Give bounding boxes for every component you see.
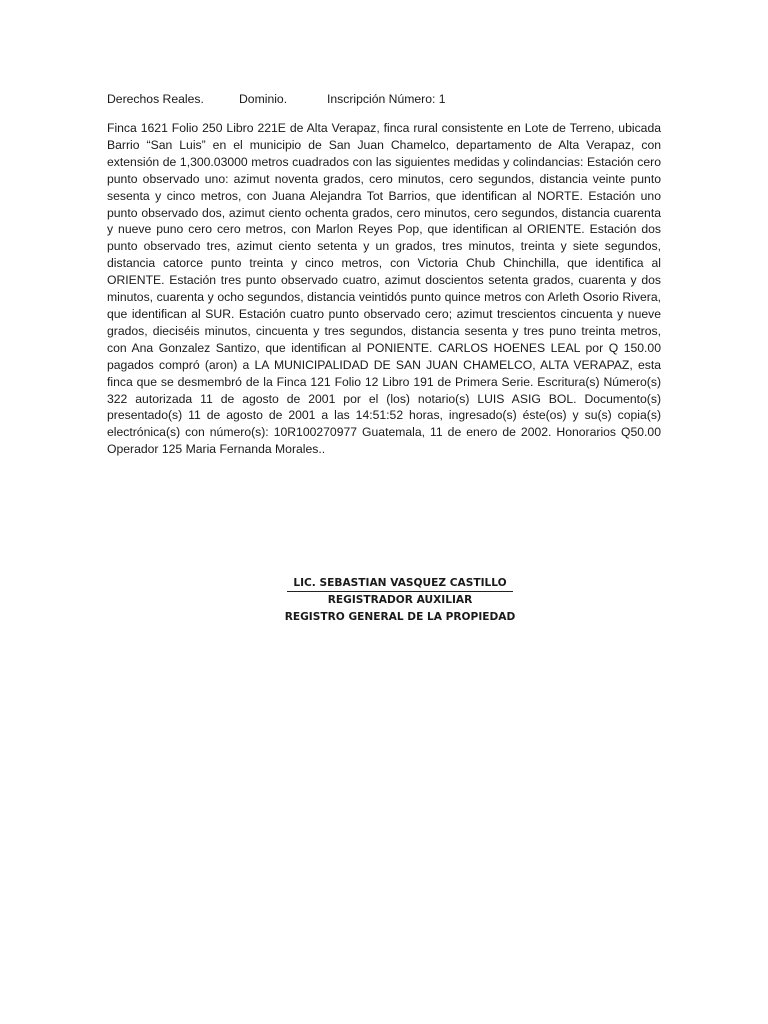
property-description-paragraph: Finca 1621 Folio 250 Libro 221E de Alta Verapaz, finca rural consistente en Lote de Terreno, ubicada Barrio “San Luis” en el municipio de San Juan Chamelco, departamento de Alta Verapaz, con extensión de 1,300.03000 metros cuadrados con las siguientes medidas y colindancias: Estación cero punto observado uno: azimut noventa grados, cero minutos, cero segundos, distancia veinte punto sesenta y cinco metros, con Juana Alejandra Tot Barrios, que identifican al NORTE. Estación uno punto observado dos, azimut ciento ochenta grados, cero minutos, cero segundos, distancia cuarenta y nueve puno cero cero metros, con Marlon Reyes Pop, que identifican al ORIENTE. Estación dos punto observado tres, azimut ciento setenta y un grados, tres minutos, treinta y siete segundos, distancia catorce punto treinta y cinco metros, con Victoria Chub Chinchilla, que identifica al ORIENTE. Estación tres punto observado cuatro, azimut doscientos setenta grados, cuarenta y dos minutos, cuarenta y ocho segundos, distancia veintidós punto quince metros con Arleth Osorio Rivera, que identifican al SUR. Estación cuatro punto observado cero; azimut trescientos cincuenta y nueve grados, dieciséis minutos, cincuenta y tres segundos, distancia sesenta y tres puno treinta metros, con Ana Gonzalez Santizo, que identifican al PONIENTE. CARLOS HOENES LEAL por Q 150.00 pagados compró (aron) a LA MUNICIPALIDAD DE SAN JUAN CHAMELCO, ALTA VERAPAZ, esta finca que se desmembró de la Finca 121 Folio 12 Libro 191 de Primera Serie. Escritura(s) Número(s) 322 autorizada 11 de agosto de 2001 por el (los) notario(s) LUIS ASIG BOL. Documento(s) presentado(s) 11 de agosto de 2001 a las 14:51:52 horas, ingresado(s) éste(os) y su(s) copia(s) electrónica(s) con número(s): 10R100270977 Guatemala, 11 de enero de 2002. Honorarios Q50.00 Operador 125 Maria Fernanda Morales.. [107, 121, 661, 457]
header-domain: Dominio. [239, 92, 288, 106]
header-inscription-number: Inscripción Número: 1 [327, 92, 446, 106]
registrar-name: LIC. SEBASTIAN VASQUEZ CASTILLO [287, 575, 512, 592]
header-rights-type: Derechos Reales. [107, 92, 204, 106]
registrar-title: REGISTRADOR AUXILIAR [327, 594, 473, 606]
document-header [107, 91, 446, 108]
signature-block [200, 575, 600, 626]
registry-office: REGISTRO GENERAL DE LA PROPIEDAD [284, 611, 516, 623]
